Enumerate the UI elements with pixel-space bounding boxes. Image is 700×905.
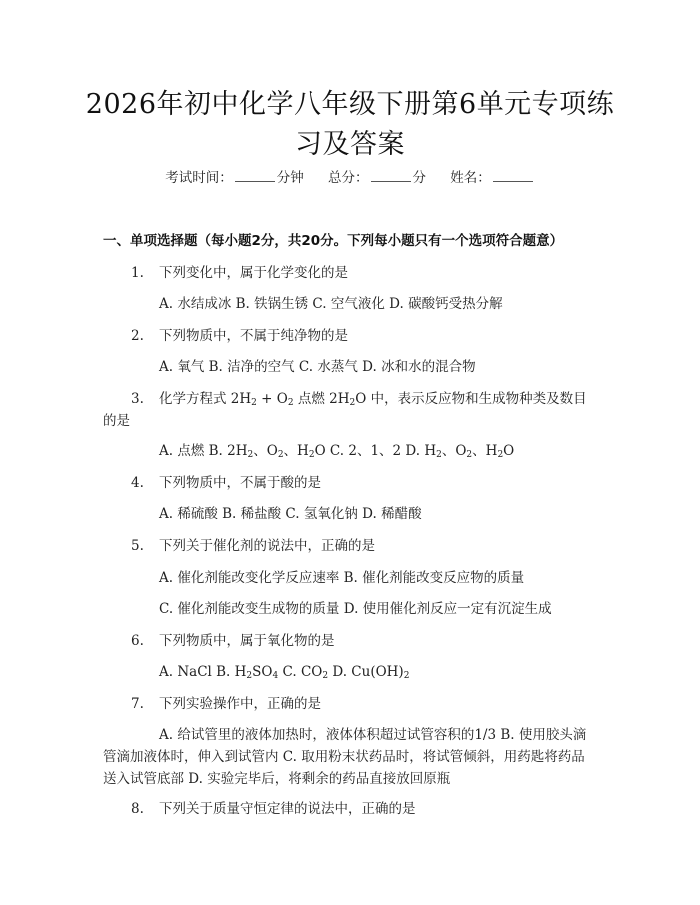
option-text: SO (252, 664, 273, 680)
name-blank (493, 169, 533, 182)
question-7-options: A. 给试管里的液体加热时，液体体积超过试管容积的1/3 B. 使用胶头滴管滴加液体时，伸入到试管内 C. 取用粉末状药品时，将试管倾斜，用药匙将药品送入试管底部 D. 实验完毕后，将剩余的药品直接放回原瓶 (103, 727, 587, 787)
name-label: 姓名： (450, 170, 491, 186)
subscript: 2 (247, 450, 254, 460)
name-field (450, 170, 535, 186)
question-4 (103, 472, 597, 494)
question-3 (103, 388, 597, 432)
subscript: 2 (322, 671, 329, 681)
question-6 (103, 630, 597, 652)
question-number: 6. (131, 633, 144, 649)
exam-meta (0, 168, 700, 188)
question-stem: 下列物质中，不属于酸的是 (159, 475, 321, 491)
subscript: 2 (466, 450, 473, 460)
document-title-line-2: 习及答案 (295, 129, 405, 160)
score-unit: 分 (412, 170, 426, 186)
time-unit: 分钟 (276, 170, 304, 186)
question-2 (103, 325, 597, 347)
question-1-options: A. 水结成冰 B. 铁锅生锈 C. 空气液化 D. 碳酸钙受热分解 (159, 296, 503, 312)
stem-text: + O (256, 391, 288, 407)
question-1 (103, 262, 597, 284)
question-number: 5. (131, 538, 144, 554)
option-text: 、H (472, 443, 498, 459)
subscript: 2 (349, 398, 356, 408)
question-7 (103, 693, 597, 715)
score-field (328, 170, 426, 186)
question-stem: 下列关于催化剂的说法中，正确的是 (159, 538, 375, 554)
option-text: O (503, 443, 515, 459)
option-text: 、H (283, 443, 309, 459)
question-6-options (103, 661, 597, 683)
stem-text: 点燃 2H (293, 391, 350, 407)
document-title-line-1: 2026年初中化学八年级下册第6单元专项练 (85, 89, 615, 120)
option-text: A. 点燃 B. 2H (159, 443, 248, 459)
option-text: 、O (253, 443, 278, 459)
question-5 (103, 535, 597, 557)
option-text: C. CO (278, 664, 323, 680)
subscript: 2 (497, 450, 504, 460)
stem-text: O 中，表示反应物和生成物种类及数目的是 (103, 391, 587, 429)
time-blank (235, 169, 275, 182)
subscript: 2 (308, 450, 315, 460)
question-4-options: A. 稀硫酸 B. 稀盐酸 C. 氢氧化钠 D. 稀醋酸 (159, 506, 422, 522)
question-stem: 下列物质中，不属于纯净物的是 (159, 328, 348, 344)
question-stem: 下列关于质量守恒定律的说法中，正确的是 (159, 801, 416, 817)
question-number: 8. (131, 801, 144, 817)
section-heading: 一、单项选择题（每小题2分，共20分。下列每小题只有一个选项符合题意） (103, 233, 564, 249)
question-number: 2. (131, 328, 144, 344)
question-stem: 下列物质中，属于氧化物的是 (159, 633, 335, 649)
subscript: 2 (436, 450, 442, 460)
subscript: 4 (272, 671, 279, 681)
time-field (165, 170, 304, 186)
question-5-options-line-1: A. 催化剂能改变化学反应速率 B. 催化剂能改变反应物的质量 (159, 570, 525, 586)
score-blank (371, 169, 411, 182)
question-number: 4. (131, 475, 144, 491)
subscript: 2 (251, 398, 257, 408)
subscript: 2 (403, 671, 410, 681)
question-number: 3. (131, 391, 144, 407)
question-3-options (103, 440, 597, 462)
subscript: 2 (287, 398, 294, 408)
question-stem (103, 388, 597, 432)
question-stem: 下列实验操作中，正确的是 (159, 696, 321, 712)
score-label: 总分： (328, 170, 369, 186)
stem-text: 化学方程式 2H (159, 391, 252, 407)
subscript: 2 (246, 671, 253, 681)
question-number: 7. (131, 696, 144, 712)
option-text: D. Cu(OH) (328, 664, 404, 680)
question-number: 1. (131, 265, 144, 281)
time-label: 考试时间： (165, 170, 233, 186)
option-text: O C. 2、1、2 D. H (314, 443, 437, 459)
question-stem: 下列变化中，属于化学变化的是 (159, 265, 348, 281)
question-2-options: A. 氧气 B. 洁净的空气 C. 水蒸气 D. 冰和水的混合物 (159, 359, 476, 375)
option-text: 、O (441, 443, 467, 459)
option-text: A. NaCl B. H (159, 664, 247, 680)
subscript: 2 (277, 450, 284, 460)
question-5-options-line-2: C. 催化剂能改变生成物的质量 D. 使用催化剂反应一定有沉淀生成 (159, 601, 552, 617)
question-8 (103, 798, 597, 820)
